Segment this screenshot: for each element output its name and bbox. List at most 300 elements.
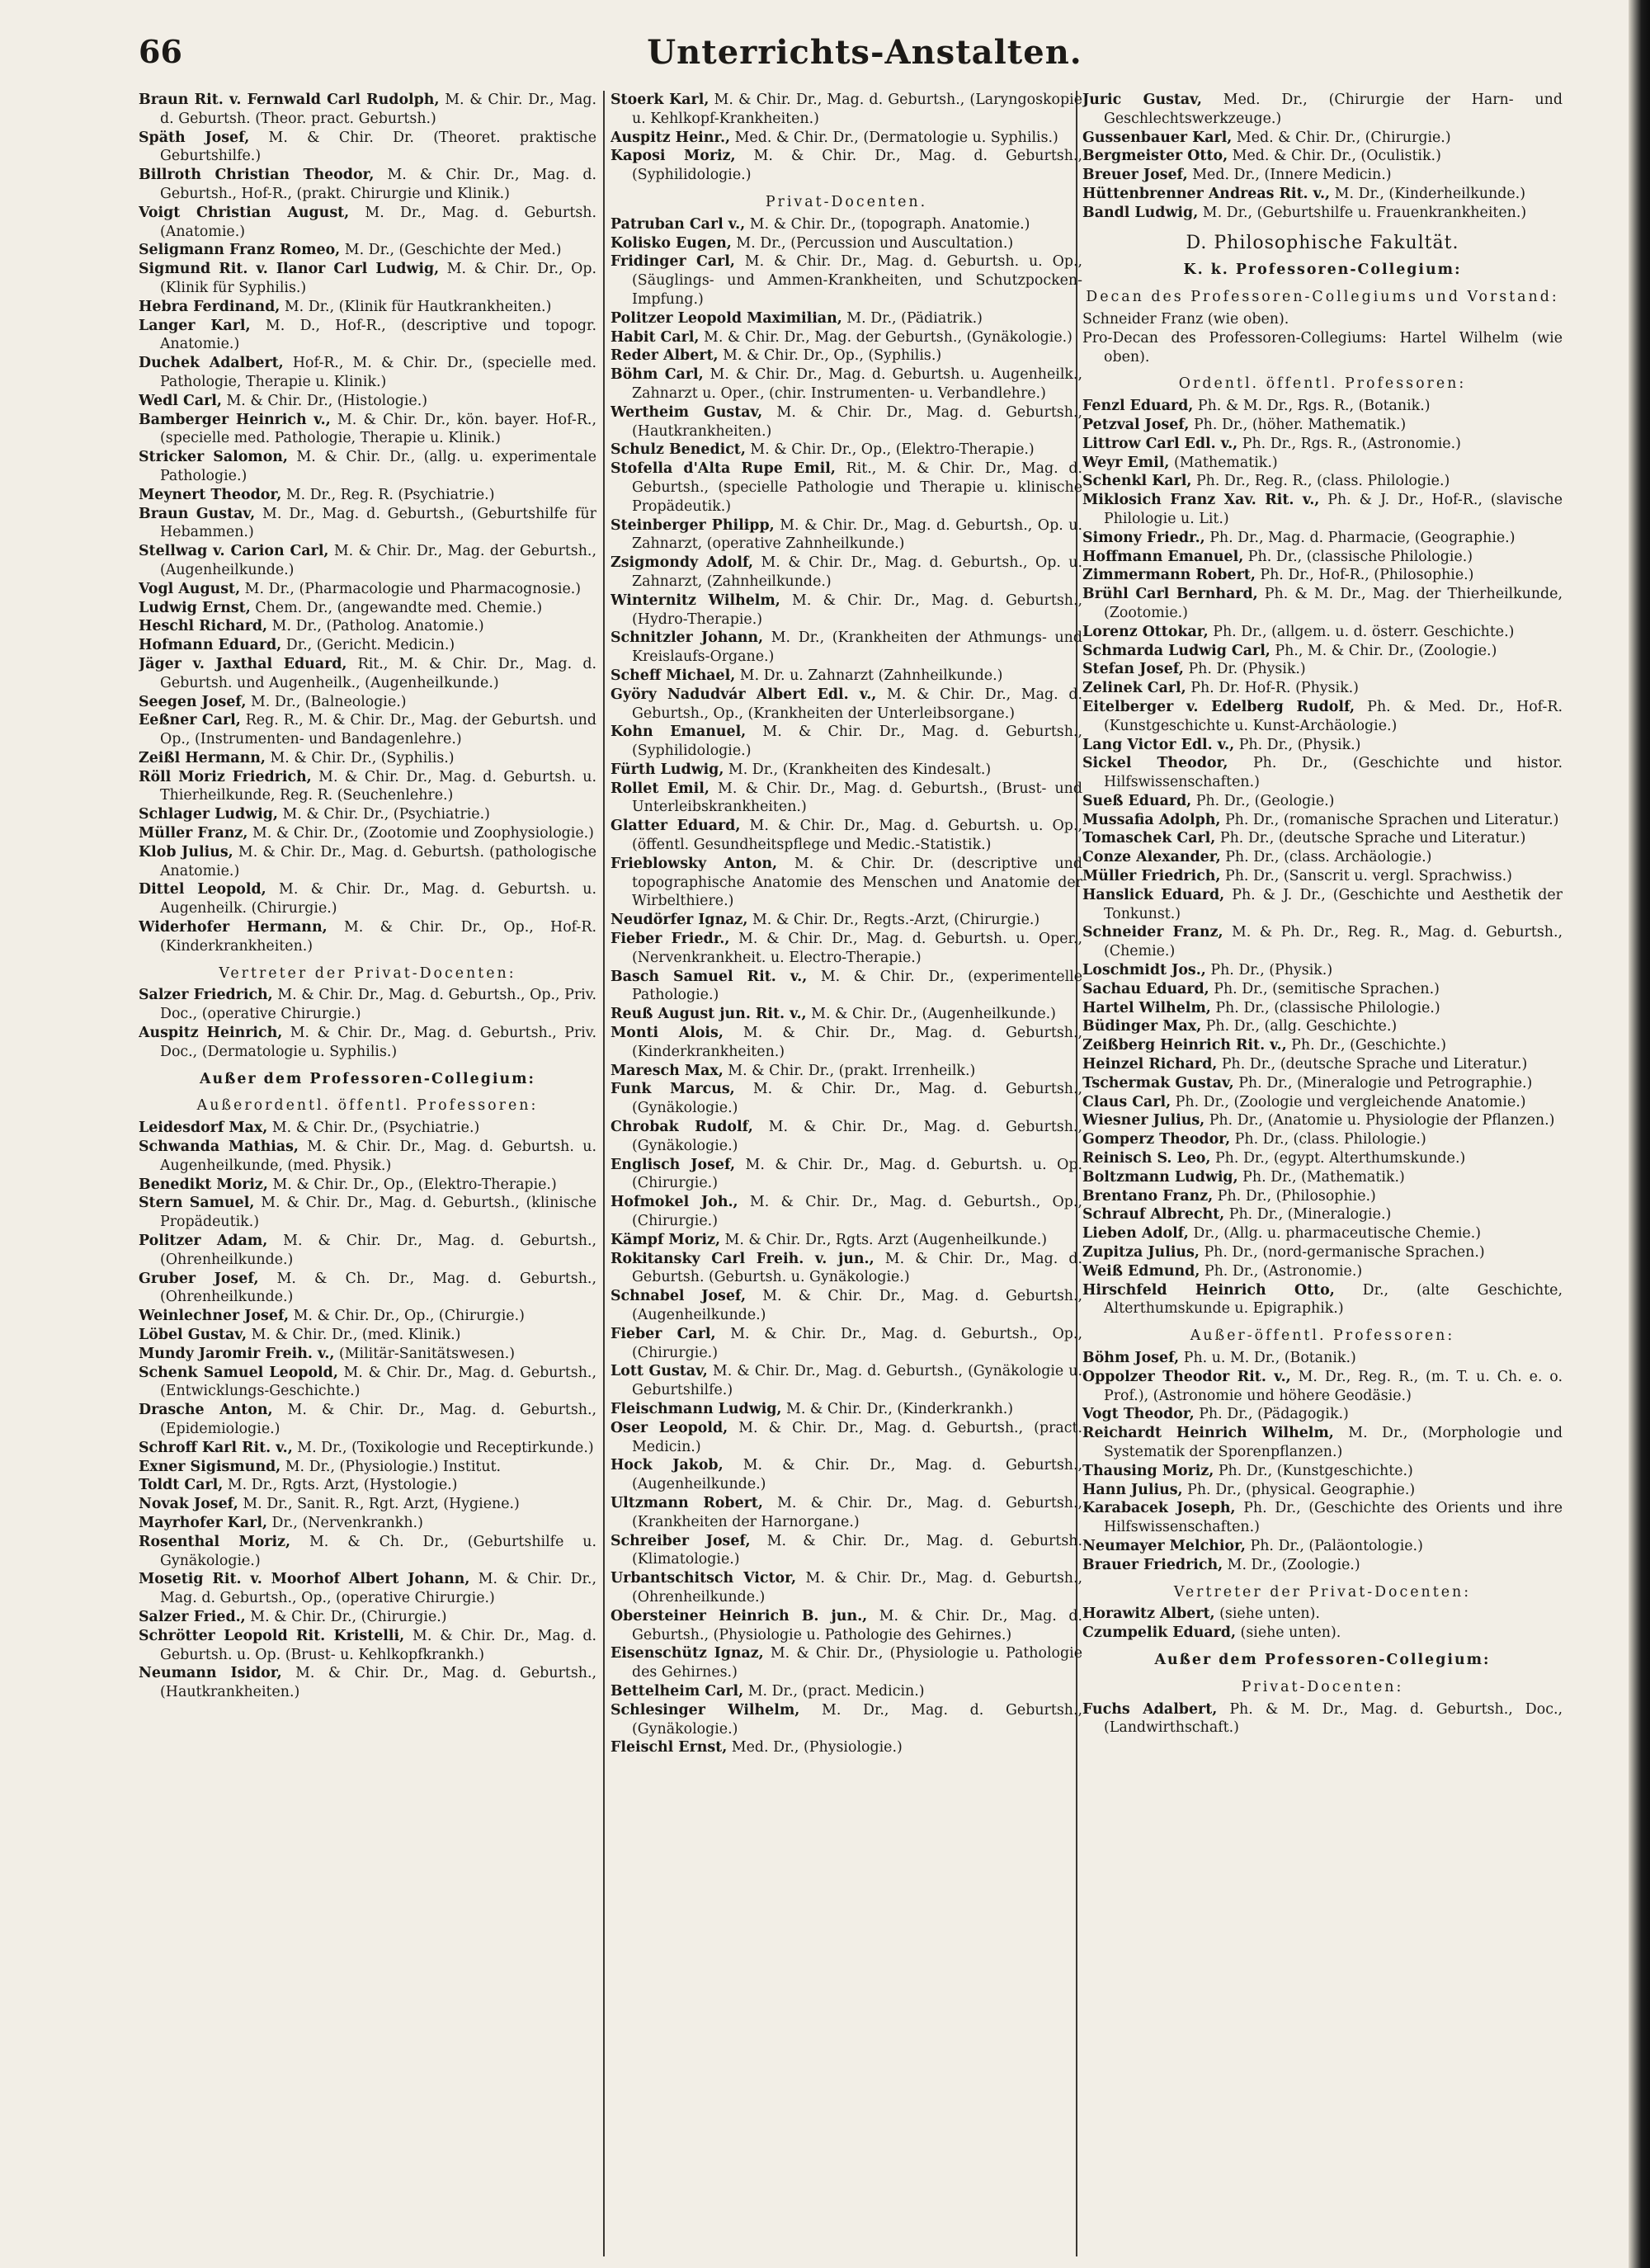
entry-details: Ph., M. & Chir. Dr., (Zoologie.)	[1270, 642, 1497, 659]
directory-entry	[1082, 1111, 1563, 1130]
entry-name: Stoerk Karl,	[610, 92, 710, 108]
entry-details: M. & Chir. Dr., Op., (Elektro-Therapie.)	[745, 441, 1035, 459]
entry-details: Ph. Dr., (Geschichte des Orients und ihre Hilfswissenschaften.)	[1104, 1500, 1563, 1536]
directory-entry	[139, 241, 596, 260]
entry-name: Böhm Josef,	[1082, 1350, 1180, 1366]
entry-name: Rollet Emil,	[610, 780, 710, 797]
entry-details: M. & Chir. Dr. (descriptive und topographische Anatomie des Menschen und Anatomie der Wirbelthiere.)	[632, 855, 1082, 910]
entry-details: Ph. Dr., (Geschichte und histor. Hilfswissenschaften.)	[1104, 755, 1563, 791]
entry-name: Eeßner Carl,	[139, 712, 241, 729]
entry-name: Stofella d'Alta Rupe Emil,	[610, 460, 836, 478]
entry-details: Ph. Dr., (Sanscrit u. vergl. Sprachwiss.)	[1220, 868, 1512, 885]
section-heading-vertreter: Vertreter der Privat-Docenten:	[219, 964, 516, 982]
entry-name: Weiß Edmund,	[1082, 1262, 1200, 1280]
entry-details: Ph. & J. Dr., (Geschichte und Aesthetik der Tonkunst.)	[1104, 886, 1563, 922]
entry-name: Lieben Adolf,	[1082, 1225, 1189, 1242]
entry-name: Bamberger Heinrich v.,	[139, 411, 331, 428]
entry-name: Eitelberger v. Edelberg Rudolf,	[1082, 698, 1355, 715]
directory-entry	[139, 749, 596, 768]
entry-details: Ph. Dr., (allgem. u. d. österr. Geschichte.)	[1208, 623, 1515, 640]
directory-entry	[139, 1232, 596, 1270]
entry-details: M. & Chir. Dr., Mag. d. Geburtsh., Op. u. Zahnarzt, (operative Zahnheilkunde.)	[632, 516, 1082, 553]
entry-name: Mayrhofer Karl,	[139, 1514, 267, 1531]
entry-name: Drasche Anton,	[139, 1402, 273, 1419]
directory-entry	[1082, 585, 1563, 623]
entry-details: M. & Chir. Dr., (Zootomie und Zoophysiologie.)	[248, 825, 594, 842]
entry-details: Ph. Dr. Hof-R. (Physik.)	[1186, 680, 1359, 697]
entry-details: M. & Chir. Dr., Mag. d. Geburtsh., (Epidemiologie.)	[160, 1402, 596, 1437]
entry-name: Chrobak Rudolf,	[610, 1119, 753, 1136]
directory-entry	[610, 855, 1082, 911]
directory-entry	[139, 354, 596, 392]
entry-details: Ph. Dr., (Geologie.)	[1191, 792, 1335, 809]
entry-name: Hebra Ferdinand,	[139, 298, 280, 315]
entry-name: Kohn Emanuel,	[610, 724, 747, 741]
entry-details: Ph. & Med. Dr., Hof-R. (Kunstgeschichte u. Kunst-Archäologie.)	[1104, 698, 1563, 734]
entry-name: Weyr Emil,	[1082, 454, 1170, 471]
entry-details: Ph. Dr., (Geschichte.)	[1286, 1037, 1446, 1054]
entries-vertreter	[139, 986, 596, 1061]
directory-entry	[1082, 1700, 1563, 1738]
entry-name: Zelinek Carl,	[1082, 680, 1186, 697]
directory-entry	[610, 309, 1082, 328]
directory-entry	[1082, 1262, 1563, 1281]
directory-entry	[139, 655, 596, 693]
directory-entry	[1082, 529, 1563, 548]
directory-entry	[1082, 1187, 1563, 1206]
directory-entry	[610, 1644, 1082, 1682]
section-heading-decan: Decan des Professoren-Collegiums und Vorstand:	[1086, 289, 1559, 306]
directory-entry	[1082, 754, 1563, 792]
entry-details: Ph. Dr. (Physik.)	[1183, 661, 1306, 678]
entry-name: Salzer Friedrich,	[139, 987, 273, 1004]
entry-details: Ph. Dr., (Zoologie und vergleichende Anatomie.)	[1171, 1093, 1526, 1110]
entry-details: M. & Chir. Dr., Mag. d. Geburtsh., (Augenheilkunde.)	[632, 1457, 1082, 1493]
column-2	[610, 91, 1082, 2256]
entry-details: M. & Chir. Dr. (Theoret. praktische Geburtshilfe.)	[160, 129, 596, 165]
entry-details: M. Dr., Sanit. R., Rgt. Arzt, (Hygiene.)	[238, 1496, 520, 1513]
entry-details: M. Dr., (Balneologie.)	[246, 693, 407, 710]
directory-entry	[1082, 1281, 1563, 1319]
entry-details: M. & Chir. Dr., Mag. d. Geburtsh., (Gynäkologie u. Geburtshilfe.)	[632, 1363, 1082, 1399]
entry-details: Ph. Dr., (deutsche Sprache und Literatur.)	[1217, 1056, 1528, 1073]
directory-entry	[610, 1738, 1082, 1757]
directory-entry	[610, 1250, 1082, 1288]
directory-entry	[1082, 1074, 1563, 1093]
entry-name: Müller Franz,	[139, 825, 248, 842]
directory-entry	[1082, 491, 1563, 529]
entry-details: Ph. Dr., (semitische Sprachen.)	[1209, 980, 1440, 997]
entry-details: M. Dr., (Percussion und Auscultation.)	[731, 234, 1014, 252]
directory-entry	[610, 403, 1082, 441]
entries-professors-cont	[610, 91, 1082, 185]
entry-details: Med. Dr., (Physiologie.)	[727, 1739, 903, 1756]
entry-name: Hann Julius,	[1082, 1481, 1183, 1498]
entry-name: Müller Friedrich,	[1082, 868, 1221, 885]
directory-entry	[1082, 999, 1563, 1018]
entry-name: Klob Julius,	[139, 843, 233, 861]
entry-details: M. & Chir. Dr., Mag. der Geburtsh., (Gynäkologie.)	[699, 328, 1072, 346]
entry-name: Stefan Josef,	[1082, 661, 1184, 678]
entry-details: M. & Chir. Dr., Mag. d. Geburtsh., (Physiologie u. Pathologie des Gehirnes.)	[632, 1607, 1082, 1643]
entry-details: Ph. Dr., (Paläontologie.)	[1245, 1537, 1423, 1554]
entry-details: Dr., (Nervenkrankh.)	[267, 1514, 423, 1531]
entry-name: Karabacek Joseph,	[1082, 1500, 1236, 1517]
entry-details: M. & Chir. Dr., Mag. d. Geburtsh. (Geburtsh. u. Gynäkologie.)	[632, 1250, 1082, 1286]
entry-name: Schrauf Albrecht,	[1082, 1206, 1225, 1224]
entries-privat-docenten-phil	[1082, 1700, 1563, 1738]
directory-entry	[139, 486, 596, 505]
entries-privat-docenten	[610, 215, 1082, 1757]
directory-entry	[610, 1193, 1082, 1231]
entry-details: M. & Chir. Dr., (Kinderkrankh.)	[781, 1400, 1014, 1417]
entry-name: Auspitz Heinrich,	[139, 1025, 283, 1042]
directory-entry	[610, 1456, 1082, 1494]
entry-name: Funk Marcus,	[610, 1081, 735, 1098]
entry-details: M. & Chir. Dr., Mag. d. Geburtsh., Op., Priv. Doc., (operative Chirurgie.)	[160, 987, 596, 1023]
directory-entry	[1082, 923, 1563, 961]
entry-name: Petzval Josef,	[1082, 416, 1190, 433]
entry-details: M. & Chir. Dr., Mag. d. Geburtsh. u. Augenheilkunde, (med. Physik.)	[160, 1139, 596, 1174]
directory-entry	[1082, 1017, 1563, 1036]
entry-details: Ph. Dr., Mag. d. Pharmacie, (Geographie.)	[1204, 529, 1516, 546]
directory-entry	[610, 667, 1082, 686]
entry-name: Politzer Adam,	[139, 1233, 268, 1250]
directory-entry	[610, 1494, 1082, 1532]
entry-name: Sueß Eduard,	[1082, 792, 1192, 809]
entry-name: Hofmann Eduard,	[139, 637, 282, 654]
entry-name: Hoffmann Emanuel,	[1082, 548, 1244, 565]
directory-entry	[1082, 1462, 1563, 1481]
entry-name: Novak Josef,	[139, 1496, 238, 1513]
entry-name: Schreiber Josef,	[610, 1532, 751, 1549]
entry-details: M. & Chir. Dr., (prakt. Irrenheilk.)	[723, 1062, 976, 1079]
entry-details: Ph. Dr., (Kunstgeschichte.)	[1214, 1462, 1413, 1479]
entry-details: M. & Chir. Dr., Mag. d. Geburtsh., Priv. Doc., (Dermatologie u. Syphilis.)	[160, 1025, 596, 1060]
directory-entry	[610, 234, 1082, 253]
directory-entry	[610, 1062, 1082, 1081]
entry-details: M. & Chir. Dr., Mag. d. Geburtsh., Op., (Chirurgie.)	[632, 1194, 1082, 1230]
directory-entry	[1082, 166, 1563, 185]
entry-details: Ph. Dr., (Pädagogik.)	[1194, 1406, 1349, 1423]
entry-name: Littrow Carl Edl. v.,	[1082, 435, 1238, 452]
entry-name: Simony Friedr.,	[1082, 529, 1205, 546]
page-number: 66	[139, 33, 182, 70]
directory-entry	[1082, 848, 1563, 867]
entry-name: Bettelheim Carl,	[610, 1682, 744, 1700]
entry-details: Med. Dr., (Innere Medicin.)	[1187, 167, 1392, 184]
entry-details: M. & Chir. Dr., Mag. d. Geburtsh., Op. u. Zahnarzt, (Zahnheilkunde.)	[632, 554, 1082, 590]
directory-entry	[1082, 129, 1563, 148]
section-heading-ord-professors: Ordentl. öffentl. Professoren:	[1178, 375, 1467, 393]
entry-name: Schnabel Josef,	[610, 1288, 747, 1305]
entry-details: M. & Ch. Dr., (Geburtshilfe u. Gynäkologie.)	[160, 1533, 596, 1569]
entry-name: Fieber Carl,	[610, 1325, 716, 1342]
entry-details: M. & Chir. Dr., (med. Klinik.)	[247, 1327, 461, 1343]
entry-name: Schenk Samuel Leopold,	[139, 1364, 338, 1381]
entry-name: Schlesinger Wilhelm,	[610, 1701, 800, 1719]
entry-name: Kaposi Moriz,	[610, 148, 736, 165]
directory-entry	[610, 1362, 1082, 1400]
entry-details: M. & Chir. Dr., Mag. der Geburtsh., (Augenheilkunde.)	[160, 543, 596, 578]
directory-entry	[139, 1176, 596, 1195]
entry-details: M. & Chir. Dr., (Chirurgie.)	[245, 1608, 447, 1625]
directory-entry	[610, 780, 1082, 818]
entry-details: Dr., (Gericht. Medicin.)	[281, 637, 455, 654]
entry-details: (siehe unten).	[1236, 1624, 1341, 1642]
entry-name: Zeißberg Heinrich Rit. v.,	[1082, 1037, 1287, 1054]
directory-entry	[1082, 792, 1563, 811]
entry-name: Hüttenbrenner Andreas Rit. v.,	[1082, 185, 1331, 202]
entry-name: Gussenbauer Karl,	[1082, 129, 1233, 146]
directory-entry	[139, 768, 596, 806]
entry-details: (Mathematik.)	[1169, 454, 1278, 471]
entry-name: Steinberger Philipp,	[610, 516, 775, 534]
entry-name: Böhm Carl,	[610, 366, 704, 384]
entry-name: Englisch Josef,	[610, 1156, 736, 1173]
directory-entry	[1082, 1624, 1563, 1643]
entry-details: M. & Chir. Dr., (Psychiatrie.)	[267, 1120, 480, 1137]
entry-details: M. & Chir. Dr., Mag. d. Geburtsh. (Theor. pract. Geburtsh.)	[160, 92, 596, 127]
entry-details: Ph. Dr., Reg. R., (class. Philologie.)	[1191, 473, 1450, 490]
directory-entry	[1082, 1481, 1563, 1500]
entry-details: Ph. Dr., (egypt. Alterthumskunde.)	[1210, 1150, 1466, 1167]
entry-name: Czumpelik Eduard,	[1082, 1624, 1237, 1642]
entry-name: Bandl Ludwig,	[1082, 204, 1199, 221]
directory-entry	[610, 1005, 1082, 1024]
entry-name: Habit Carl,	[610, 328, 700, 346]
entry-details: Rit., M. & Chir. Dr., Mag. d. Geburtsh., (specielle Pathologie und Therapie u. klinische Propädeutik.)	[632, 460, 1082, 515]
directory-entry	[610, 1024, 1082, 1062]
directory-entry	[1082, 736, 1563, 755]
entry-name: Miklosich Franz Xav. Rit. v.,	[1082, 492, 1320, 509]
entry-name: Schlager Ludwig,	[139, 806, 278, 823]
entry-details: M. & Chir. Dr., Mag. d. Geburtsh., (Syphilidologie.)	[632, 724, 1082, 760]
directory-entry	[139, 805, 596, 824]
directory-entry	[610, 592, 1082, 629]
directory-entry	[139, 580, 596, 599]
entry-name: Glatter Eduard,	[610, 818, 741, 835]
entry-details: M. Dr., (Pädiatrik.)	[842, 309, 983, 327]
entry-name: Jäger v. Jaxthal Eduard,	[139, 655, 347, 672]
entry-name: Schulz Benedict,	[610, 441, 746, 459]
entry-name: Claus Carl,	[1082, 1093, 1172, 1110]
entry-name: Stricker Salomon,	[139, 449, 288, 466]
directory-entry	[610, 1325, 1082, 1363]
entry-name: Langer Karl,	[139, 317, 251, 334]
directory-entry	[1082, 472, 1563, 491]
entry-name: Heinzel Richard,	[1082, 1056, 1218, 1073]
directory-entry	[610, 147, 1082, 185]
entry-name: Leidesdorf Max,	[139, 1120, 268, 1137]
entry-details: M. & Chir. Dr., Mag. d. Geburtsh. u. Op., (Säuglings- und Ammen-Krankheiten, und Schutzpocken-Impfung.)	[632, 253, 1082, 308]
directory-entry	[139, 91, 596, 129]
entry-details: M. & Chir. Dr., (Physiologie u. Pathologie des Gehirnes.)	[632, 1645, 1082, 1681]
entry-name: Schwanda Mathias,	[139, 1139, 299, 1156]
entry-name: Meynert Theodor,	[139, 486, 282, 503]
entry-details: M. & Chir. Dr., Mag. d. Geburtsh., (Hydro-Therapie.)	[632, 592, 1082, 628]
entry-details: (Militär-Sanitätswesen.)	[334, 1345, 516, 1362]
directory-entry	[139, 1401, 596, 1439]
entry-details: M. & Chir. Dr., Mag. d. Geburtsh. (pathologische Anatomie.)	[160, 843, 596, 879]
directory-entry	[1082, 642, 1563, 661]
entry-details: M. Dr., (Kinderheilkunde.)	[1330, 185, 1525, 202]
entry-details: M. D., Hof-R., (descriptive und topogr. Anatomie.)	[160, 317, 596, 353]
directory-entry	[610, 1080, 1082, 1118]
directory-entry	[139, 986, 596, 1024]
entry-details: Ph. Dr., (Mineralogie und Petrographie.)	[1233, 1074, 1533, 1092]
directory-entry	[610, 460, 1082, 516]
entry-name: Mundy Jaromir Freih. v.,	[139, 1345, 335, 1362]
entry-details: M. Dr., Reg. R., (m. T. u. Ch. e. o. Prof.), (Astronomie und höhere Geodäsie.)	[1104, 1368, 1563, 1404]
directory-entry	[139, 1476, 596, 1495]
entry-name: Sachau Eduard,	[1082, 980, 1209, 997]
entry-name: Zupitza Julius,	[1082, 1244, 1200, 1261]
directory-entry	[139, 1627, 596, 1665]
entry-details: Med. & Chir. Dr., (Oculistik.)	[1228, 148, 1441, 165]
entry-details: M. Dr., (Morphologie und Systematik der Sporenpflanzen.)	[1104, 1425, 1563, 1460]
directory-entry	[139, 711, 596, 749]
entry-details: M. & Chir. Dr., Mag. d. Geburtsh., Op., (Krankheiten der Unterleibsorgane.)	[632, 686, 1082, 722]
entry-name: Brauer Friedrich,	[1082, 1556, 1223, 1573]
directory-entry	[1082, 1405, 1563, 1424]
entry-name: Loschmidt Jos.,	[1082, 962, 1206, 979]
entries-decan	[1082, 310, 1563, 366]
entry-details: Ph. Dr., (Physik.)	[1205, 962, 1333, 979]
entry-details: M. & Chir. Dr., Mag. d. Geburtsh., (Kinderkrankheiten.)	[632, 1025, 1082, 1060]
directory-entry	[139, 1345, 596, 1364]
directory-entry	[139, 1364, 596, 1402]
column-3	[1082, 91, 1563, 2256]
entry-name: Breuer Josef,	[1082, 167, 1188, 184]
entry-name: Kolisko Eugen,	[610, 234, 732, 252]
entry-name: Gruber Josef,	[139, 1270, 259, 1287]
entry-name: Lang Victor Edl. v.,	[1082, 736, 1235, 753]
scan-edge	[1629, 0, 1650, 2268]
entry-details: M. & Chir. Dr., Mag. d. Geburtsh. u. Op. (Brust- u. Kehlkopfkrankh.)	[160, 1627, 596, 1663]
entry-details: M. & Chir. Dr., Mag. d. Geburtsh. u. Thierheilkunde, Reg. R. (Seuchenlehre.)	[160, 768, 596, 804]
section-heading-collegium: K. k. Professoren-Collegium:	[1183, 262, 1462, 279]
directory-entry	[139, 1270, 596, 1308]
entry-name: Fridinger Carl,	[610, 253, 735, 271]
entry-name: Braun Gustav,	[139, 505, 256, 522]
entry-details: Med. & Chir. Dr., (Chirurgie.)	[1232, 129, 1451, 146]
directory-entry	[610, 347, 1082, 365]
directory-entry	[1082, 91, 1563, 129]
directory-entry	[610, 761, 1082, 780]
entry-details: M. & Chir. Dr., (Syphilis.)	[265, 749, 455, 766]
entry-details: M. Dr., (Krankheiten der Athmungs- und Kreislaufs-Organe.)	[632, 629, 1082, 666]
entry-details: Pro-Decan des Professoren-Collegiums: Hartel Wilhelm (wie oben).	[1082, 329, 1563, 365]
directory-entry	[1082, 623, 1563, 642]
directory-entry	[139, 298, 596, 317]
entry-name: Reder Albert,	[610, 347, 719, 365]
directory-entry	[139, 636, 596, 655]
directory-entry	[610, 441, 1082, 460]
entry-details: M. & Chir. Dr., Mag. d. Geburtsh., (Brust- und Unterleibskrankheiten.)	[632, 780, 1082, 816]
entry-details: Ph. u. M. Dr., (Botanik.)	[1179, 1350, 1356, 1366]
entry-details: (siehe unten).	[1214, 1606, 1320, 1623]
entry-details: M. & Chir. Dr., Mag. d. Geburtsh., (Ohrenheilkunde.)	[632, 1570, 1082, 1606]
entry-details: M. & Chir. Dr., (Augenheilkunde.)	[806, 1006, 1056, 1023]
entry-name: Fuchs Adalbert,	[1082, 1700, 1218, 1718]
entry-name: Monti Alois,	[610, 1025, 724, 1042]
entry-details: M. Dr., Reg. R. (Psychiatrie.)	[281, 486, 495, 503]
entry-details: Ph. Dr., (Physik.)	[1234, 736, 1361, 753]
entry-details: M. & Chir. Dr., Mag. d. Geburtsh., (Ohrenheilkunde.)	[160, 1233, 596, 1268]
entry-name: Obersteiner Heinrich B. jun.,	[610, 1607, 868, 1624]
entry-details: Ph. Dr., (Anatomie u. Physiologie der Pflanzen.)	[1204, 1112, 1555, 1129]
directory-entry	[610, 1231, 1082, 1250]
entry-details: M. & Chir. Dr., Regts.-Arzt, (Chirurgie.)	[747, 912, 1040, 929]
entry-details: M. Dr., (Klinik für Hautkrankheiten.)	[280, 298, 552, 315]
entry-name: Fürth Ludwig,	[610, 761, 724, 778]
section-heading-ao-professors: Außerordentl. öffentl. Professoren:	[196, 1097, 539, 1115]
entry-details: Ph. Dr., (Mineralogie.)	[1224, 1206, 1392, 1224]
directory-entry	[1082, 310, 1563, 329]
directory-entry	[139, 1024, 596, 1062]
directory-entry	[139, 1194, 596, 1232]
entry-details: M. & Chir. Dr., Rgts. Arzt (Augenheilkunde.)	[720, 1231, 1048, 1248]
entry-name: Ludwig Ernst,	[139, 599, 251, 616]
entry-details: Ph. Dr., (deutsche Sprache und Literatur.)	[1215, 830, 1526, 847]
entry-name: Stern Samuel,	[139, 1195, 255, 1212]
directory-entry	[139, 1138, 596, 1176]
entry-details: M. Dr., (Physiologie.) Institut.	[280, 1458, 502, 1475]
entry-name: Urbantschitsch Victor,	[610, 1570, 797, 1587]
entry-details: M. & Chir. Dr., Mag. d. Geburtsh. u. Oper., (Nervenkrankheit. u. Electro-Therapie.)	[632, 931, 1082, 966]
directory-entry	[139, 1458, 596, 1477]
entry-details: M. & Chir. Dr., Op., (Chirurgie.)	[289, 1308, 525, 1325]
entry-name: Boltzmann Ludwig,	[1082, 1168, 1238, 1186]
entry-details: M. & Chir. Dr., (allg. u. experimentale Pathologie.)	[160, 449, 596, 484]
entry-name: Rokitansky Carl Freih. v. jun.,	[610, 1250, 874, 1267]
entry-name: Toldt Carl,	[139, 1477, 224, 1494]
directory-entry	[1082, 1149, 1563, 1168]
entry-name: Wiesner Julius,	[1082, 1112, 1205, 1129]
directory-entry	[1082, 1243, 1563, 1262]
entry-name: Schnitzler Johann,	[610, 629, 764, 647]
directory-entry	[139, 1326, 596, 1345]
column-rule-1	[603, 91, 605, 2256]
directory-entry	[1082, 329, 1563, 367]
entry-name: Zeißl Hermann,	[139, 749, 266, 766]
entry-details: Ph. Dr., (Philosophie.)	[1213, 1187, 1376, 1205]
entry-name: Vogl August,	[139, 580, 241, 597]
entry-details: Ph. & J. Dr., Hof-R., (slavische Philologie u. Lit.)	[1104, 492, 1563, 527]
entry-name: Braun Rit. v. Fernwald Carl Rudolph,	[139, 92, 440, 108]
entry-details: Ph. & M. Dr., Rgs. R., (Botanik.)	[1193, 398, 1431, 415]
directory-entry	[1082, 867, 1563, 886]
entry-name: Stellwag v. Carion Carl,	[139, 543, 329, 560]
entries-vertreter-phil	[1082, 1605, 1563, 1643]
directory-entry	[1082, 1205, 1563, 1224]
entry-name: Fieber Friedr.,	[610, 931, 730, 948]
entries-ord-professors	[1082, 397, 1563, 1318]
section-heading-vertreter-phil: Vertreter der Privat-Docenten:	[1173, 1583, 1472, 1601]
entry-name: Ultzmann Robert,	[610, 1494, 763, 1511]
directory-entry	[1082, 1036, 1563, 1055]
directory-entry	[1082, 147, 1563, 166]
entry-name: Neumann Isidor,	[139, 1665, 282, 1682]
directory-entry	[1082, 829, 1563, 848]
entry-name: Sickel Theodor,	[1082, 755, 1228, 772]
page-header	[139, 33, 1591, 83]
section-heading-privat-docenten: Privat-Docenten.	[765, 193, 928, 210]
entry-details: Ph. Dr., (romanische Sprachen und Literatur.)	[1220, 811, 1559, 828]
entry-name: Lott Gustav,	[610, 1363, 708, 1380]
entry-name: Voigt Christian August,	[139, 204, 350, 221]
